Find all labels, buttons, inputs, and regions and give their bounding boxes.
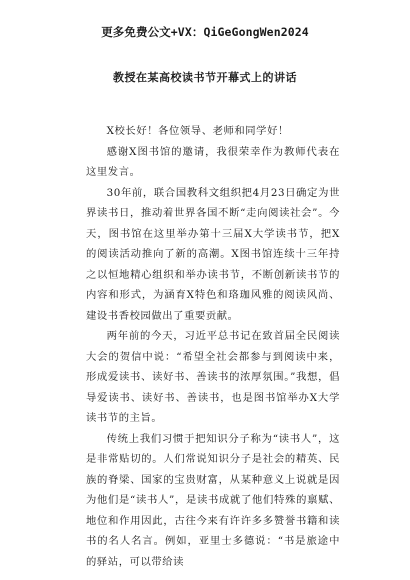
paragraph-reading-day: 30年前，联合国教科文组织把4月23日确定为世界读书日，推动着世界各国不断“走向阅读社会”。今天，图书馆在这里举办第十三届X大学读书节，把X的阅读活动推向了新的高潮。X图书馆连续十三年持之以恒地精心组织和举办读书节，不断创新读书节的内容和形式，为涵育X特色和珞珈风雅的阅读风尚、建设书香校园做出了重要贡献。 [86,186,340,322]
document-title: 教授在某高校读书节开幕式上的讲话 [113,71,297,84]
paragraph-readers: 传统上我们习惯于把知识分子称为“读书人”，这是非常贴切的。人们常说知识分子是社会的精英、民族的脊梁、国家的宝贵财富，从某种意义上说就是因为他们是“读书人”，是读书成就了他们特殊的禀赋、地位和作用因此，古往今来有许许多多赞誉书籍和读书的名人名言。例如，亚里士多德说：“书是旅途中的驿站，可以带给读 [86,432,340,568]
document-body [86,121,340,572]
paragraph-thanks: 感谢X图书馆的邀请，我很荣幸作为教师代表在这里发言。 [86,145,340,178]
watermark-header: 更多免费公文+VX：QiGeGongWen2024 [101,25,309,39]
paragraph-letter: 两年前的今天，习近平总书记在致首届全民阅读大会的贺信中说：“希望全社会都参与到阅读中来，形成爱读书、读好书、善读书的浓厚氛围。”我想，倡导爱读书、读好书、善读书，也是图书馆举办X大学读书节的主旨。 [86,330,340,424]
paragraph-greeting: X校长好！各位领导、老师和同学好！ [106,125,289,137]
